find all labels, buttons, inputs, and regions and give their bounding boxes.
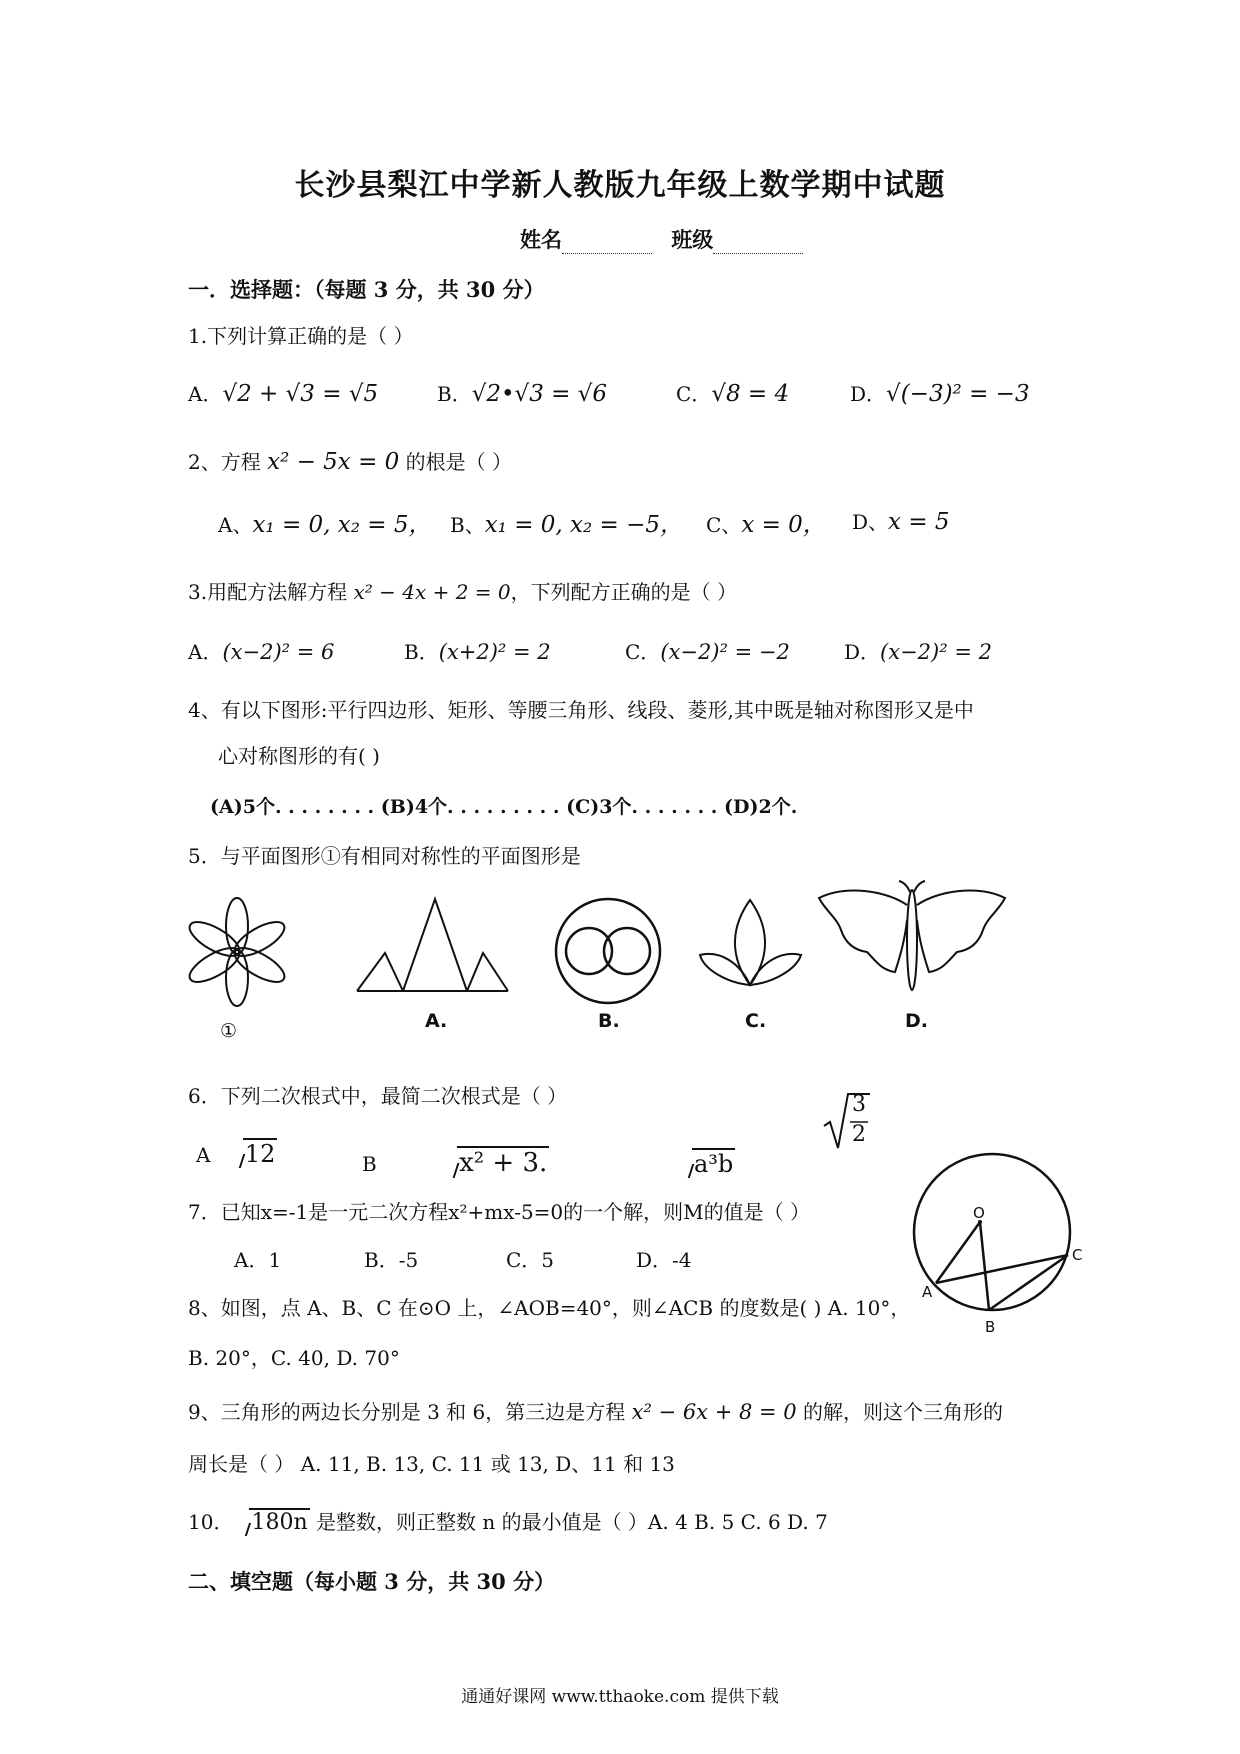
q1-option-c-expr: √8 = 4 <box>711 381 790 407</box>
q6-option-d <box>822 1092 872 1157</box>
page-footer: 通通好课网 www.tthaoke.com 提供下载 <box>461 1687 779 1707</box>
q1-option-c <box>676 378 789 407</box>
section-1-heading: 一．选择题：（每题 3 分，共 30 分） <box>188 277 545 302</box>
figure-circles <box>552 895 664 1007</box>
section-2-heading: 二、填空题（每小题 3 分，共 30 分） <box>188 1569 556 1594</box>
q6-option-a <box>196 1140 277 1168</box>
question-5-stem: 5．与平面图形①有相同对称性的平面图形是 <box>188 844 581 868</box>
q7-option-a: A．1 <box>234 1248 282 1272</box>
circle-label-a: A <box>922 1283 933 1301</box>
q9-stem-post: 的解，则这个三角形的 <box>796 1400 1003 1424</box>
question-4-line-2: 心对称图形的有( ) <box>218 744 380 768</box>
q1-option-b-expr: √2•√3 = √6 <box>471 381 608 407</box>
q7-option-d: D．-4 <box>636 1248 692 1272</box>
q10-pre: 10． <box>188 1510 234 1534</box>
name-class-line <box>520 224 815 254</box>
question-10 <box>188 1506 828 1535</box>
q9-stem-expr: x² − 6x + 8 = 0 <box>631 1400 797 1424</box>
q2-stem-expr: x² − 5x = 0 <box>267 449 400 475</box>
circle-label-o: O <box>973 1204 985 1222</box>
question-7-stem: 7．已知x=-1是一元二次方程x²+mx-5=0的一个解，则M的值是（ ） <box>188 1200 810 1224</box>
question-9-line-2: 周长是（ ） A. 11, B. 13, C. 11 或 13, D、11 和 13 <box>188 1452 675 1476</box>
q6-option-d-num: 3 <box>852 1092 866 1117</box>
q9-stem-pre: 9、三角形的两边长分别是 3 和 6，第三边是方程 <box>188 1400 632 1424</box>
q2-option-c-expr: x = 0， <box>741 512 826 538</box>
question-8-line-1: 8、如图，点 A、B、C 在⊙O 上，∠AOB=40°，则∠ACB 的度数是( ) A. 10°， <box>188 1296 911 1320</box>
q3-stem-post: ，下列配方正确的是（ ） <box>510 580 737 604</box>
q2-option-b-label: B、 <box>450 513 485 537</box>
figure-label-b: B. <box>598 1010 620 1032</box>
class-label: 班级 <box>671 227 714 252</box>
q2-option-a-expr: x₁ = 0, x₂ = 5， <box>252 512 432 538</box>
q6-option-d-den: 2 <box>852 1122 866 1147</box>
figure-label-a: A. <box>425 1010 448 1032</box>
q2-stem-post: 的根是（ ） <box>399 450 513 474</box>
q3-option-d-label: D． <box>844 640 881 664</box>
q1-option-d-label: D． <box>850 382 887 406</box>
q1-option-d-expr: √(−3)² = −3 <box>886 381 1030 407</box>
q1-option-b-label: B． <box>437 382 472 406</box>
name-label: 姓名 <box>520 227 562 252</box>
q2-option-d-label: D、 <box>852 510 889 534</box>
q3-option-a <box>188 636 334 665</box>
q2-option-c <box>706 506 826 539</box>
q6-option-c-expr: a³b <box>694 1150 734 1178</box>
q3-option-b-expr: (x+2)² = 2 <box>438 640 551 664</box>
name-blank[interactable] <box>562 233 652 254</box>
figure-circle-o <box>912 1150 1078 1320</box>
q3-option-c-label: C． <box>625 640 661 664</box>
q7-option-c: C．5 <box>506 1248 555 1272</box>
circle-label-c: C <box>1072 1246 1083 1264</box>
q3-option-b <box>404 636 551 665</box>
q6-option-b-sqrt <box>441 1148 549 1178</box>
q10-post: 是整数，则正整数 n 的最小值是（ ）A. 4 B. 5 C. 6 D. 7 <box>309 1510 828 1534</box>
class-blank[interactable] <box>713 233 803 254</box>
q10-expr: 180n <box>251 1510 308 1535</box>
q3-stem-pre: 3.用配方法解方程 <box>188 580 354 604</box>
q3-option-c-expr: (x−2)² = −2 <box>660 640 790 664</box>
question-1-stem: 1.下列计算正确的是（ ） <box>188 324 414 348</box>
question-6-stem: 6．下列二次根式中，最简二次根式是（ ） <box>188 1084 568 1108</box>
figure-mountain <box>355 895 510 995</box>
q2-option-d <box>852 506 950 535</box>
q4-options: (A)5个. . . . . . . . (B)4个. . . . . . . . . (C)3个. . . . . . . (D)2个. <box>210 796 798 818</box>
figure-label-1: ① <box>220 1020 238 1042</box>
question-4-line-1: 4、有以下图形:平行四边形、矩形、等腰三角形、线段、菱形,其中既是轴对称图形又是中 <box>188 698 974 722</box>
q3-option-a-expr: (x−2)² = 6 <box>222 640 335 664</box>
q10-sqrt <box>233 1510 309 1535</box>
q6-option-b-expr: x² + 3. <box>459 1148 548 1178</box>
question-8-line-2: B. 20°，C. 40, D. 70° <box>188 1346 400 1370</box>
q7-option-b: B．-5 <box>364 1248 419 1272</box>
question-9-stem <box>188 1396 1003 1425</box>
q3-option-a-label: A． <box>188 640 223 664</box>
figure-label-c: C. <box>745 1010 767 1032</box>
q1-option-b <box>437 378 607 407</box>
q1-option-a-expr: √2 + √3 = √5 <box>222 381 379 407</box>
q6-option-a-sqrt <box>227 1140 278 1168</box>
q2-option-b-expr: x₁ = 0, x₂ = −5， <box>484 512 684 538</box>
q6-option-b-label: B <box>362 1152 377 1176</box>
q2-option-d-expr: x = 5 <box>888 509 950 535</box>
q1-option-d <box>850 378 1030 407</box>
q3-stem-expr: x² − 4x + 2 = 0 <box>353 580 511 604</box>
q2-stem-pre: 2、方程 <box>188 450 268 474</box>
q3-option-d-expr: (x−2)² = 2 <box>880 640 992 664</box>
q2-option-a-label: A、 <box>218 513 253 537</box>
q3-option-c <box>625 636 790 665</box>
q6-option-b <box>362 1148 549 1178</box>
figure-flower <box>180 895 295 1010</box>
q1-option-a-label: A． <box>188 382 223 406</box>
q1-option-a <box>188 378 378 407</box>
q6-option-c-sqrt <box>676 1150 735 1178</box>
q3-option-b-label: B． <box>404 640 439 664</box>
q1-option-c-label: C． <box>676 382 712 406</box>
q2-option-a <box>218 506 432 539</box>
q6-option-a-label: A <box>196 1143 211 1167</box>
figure-butterfly <box>815 880 1010 1000</box>
q2-option-b <box>450 506 683 539</box>
circle-label-b: B <box>985 1318 996 1336</box>
page-title: 长沙县梨江中学新人教版九年级上数学期中试题 <box>294 168 946 203</box>
q6-option-a-expr: 12 <box>244 1140 276 1168</box>
figure-lotus <box>698 895 803 990</box>
question-3-stem <box>188 576 737 605</box>
q2-option-c-label: C、 <box>706 513 742 537</box>
q3-option-d <box>844 636 992 665</box>
question-2-stem <box>188 446 512 475</box>
q6-option-c <box>676 1150 735 1178</box>
figure-label-d: D. <box>905 1010 928 1032</box>
